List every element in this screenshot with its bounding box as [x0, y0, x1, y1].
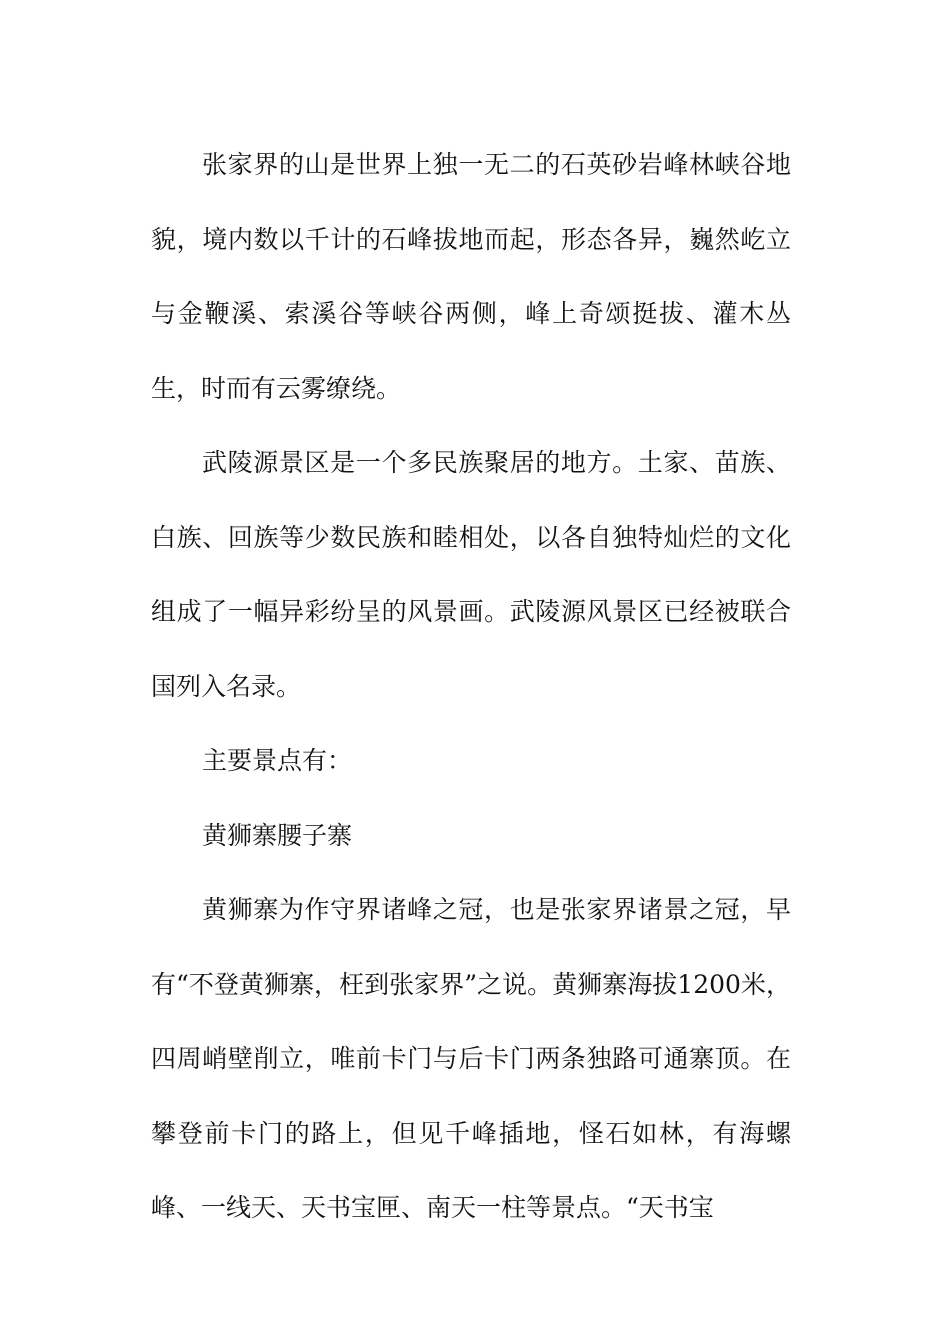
document-body [151, 128, 791, 1246]
paragraph-huangshizhai-description: 黄狮寨为作守界诸峰之冠，也是张家界诸景之冠，早有“不登黄狮寨，枉到张家界”之说。黄狮寨海拔1200米，四周峭壁削立，唯前卡门与后卡门两条独路可通寨顶。在攀登前卡门的路上，但见千峰插地，怪石如林，有海螺峰、一线天、天书宝匣、南天一柱等景点。“天书宝 [151, 895, 791, 1222]
paragraph-wulingyuan-ethnic: 武陵源景区是一个多民族聚居的地方。土家、苗族、白族、回族等少数民族和睦相处，以各自独特灿烂的文化组成了一幅异彩纷呈的风景画。武陵源风景区已经被联合国列入名录。 [151, 448, 791, 701]
paragraph-huangshizhai-heading: 黄狮寨腰子寨 [202, 820, 353, 850]
paragraph-main-attractions-heading: 主要景点有： [202, 746, 353, 775]
paragraph-zhangjiajie-mountains: 张家界的山是世界上独一无二的石英砂岩峰林峡谷地貌，境内数以千计的石峰拔地而起，形态各异，巍然屹立与金鞭溪、索溪谷等峡谷两侧，峰上奇颂挺拔、灌木丛生，时而有云雾缭绕。 [151, 150, 791, 403]
